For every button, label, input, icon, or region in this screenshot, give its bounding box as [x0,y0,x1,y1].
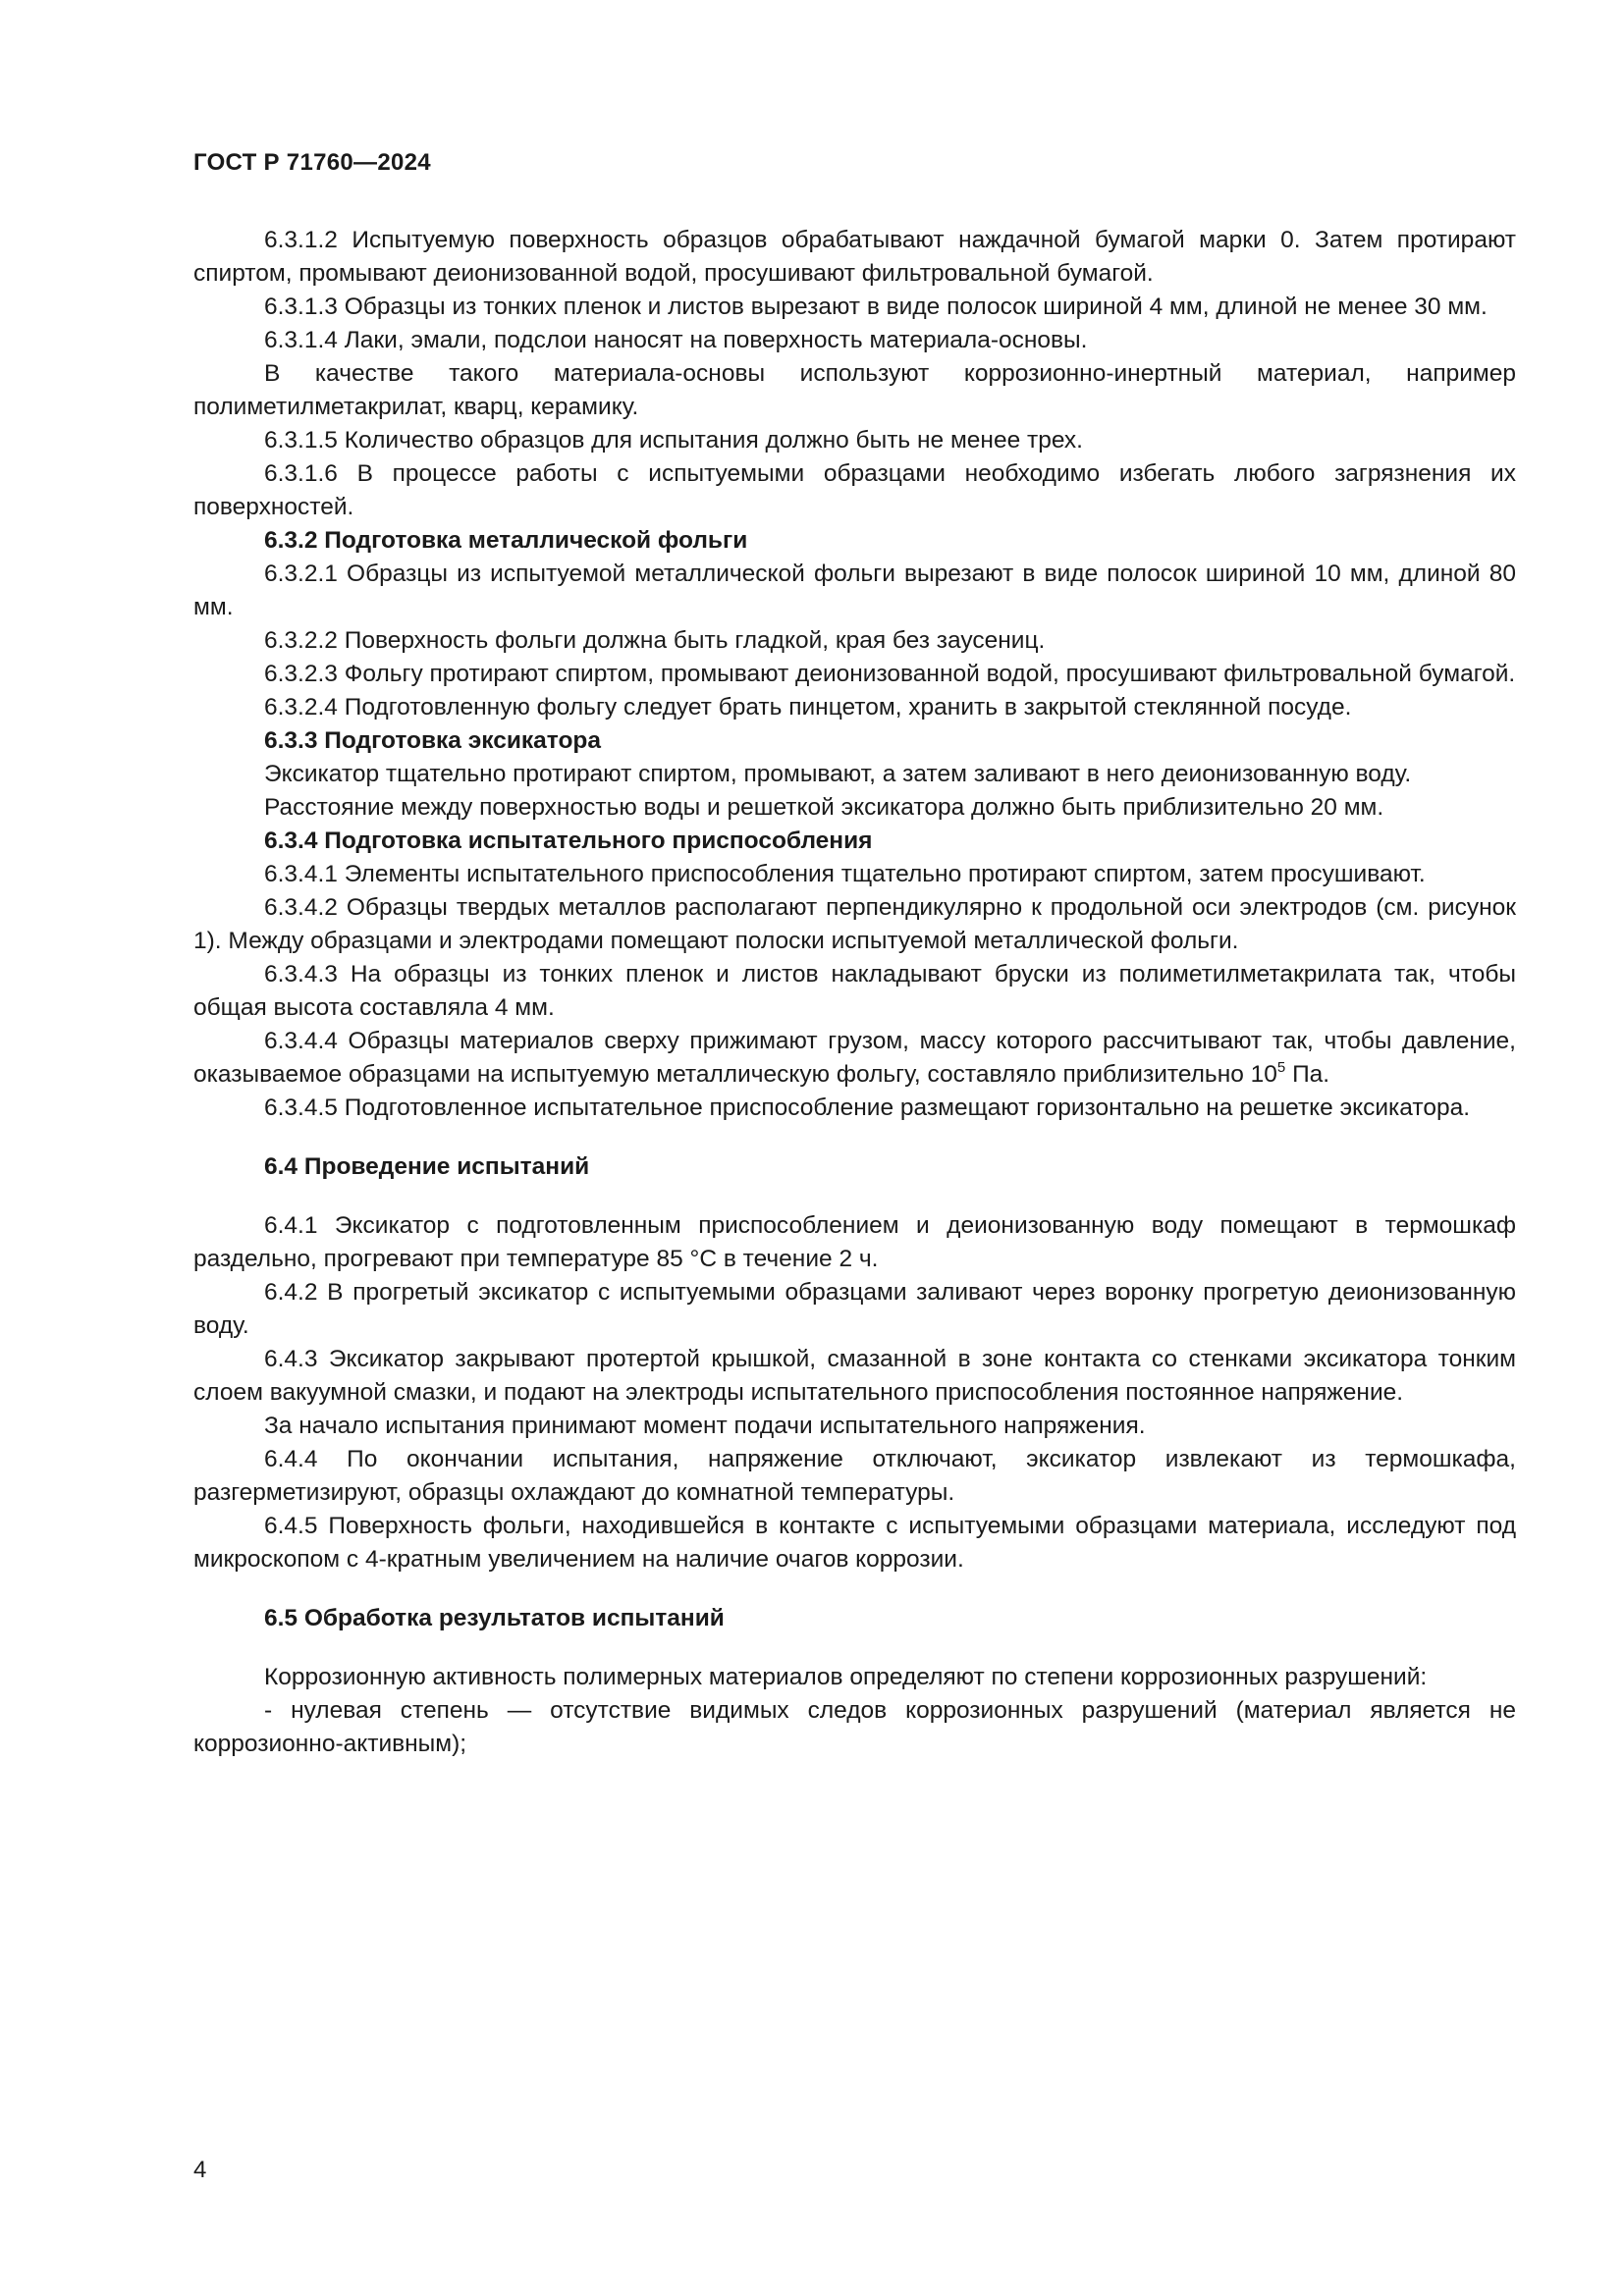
paragraph: 6.3.2.1 Образцы из испытуемой металлической фольги вырезают в виде полосок шириной 10 мм, длиной 80 мм. [193,561,1516,620]
paragraph: В качестве такого материала-основы используют коррозионно-инертный материал, например полиметилметакрилат, кварц, керамику. [193,360,1516,420]
section-heading: 6.3.2 Подготовка металлической фольги [264,527,748,554]
paragraph: 6.4.3 Эксикатор закрывают протертой крышкой, смазанной в зоне контакта со стенками эксикатора тонким слоем вакуумной смазки, и подают на электроды испытательного приспособления постоянное напряжение. [193,1346,1516,1406]
section-heading: 6.5 Обработка результатов испытаний [264,1605,725,1631]
paragraph: 6.3.4.2 Образцы твердых металлов располагают перпендикулярно к продольной оси электродов (см. рисунок 1). Между образцами и электродами помещают полоски испытуемой металлической фольги. [193,894,1516,954]
paragraph: 6.3.1.5 Количество образцов для испытания должно быть не менее трех. [264,427,1083,454]
paragraph: Эксикатор тщательно протирают спиртом, промывают, а затем заливают в него деионизованную воду. [264,761,1412,787]
paragraph: Расстояние между поверхностью воды и решеткой эксикатора должно быть приблизительно 20 мм. [264,794,1384,821]
paragraph: 6.3.4.1 Элементы испытательного приспособления тщательно протирают спиртом, затем просушивают. [264,861,1426,887]
paragraph: 6.3.1.6 В процессе работы с испытуемыми образцами необходимо избегать любого загрязнения их поверхностей. [193,460,1516,520]
paragraph: 6.3.4.4 Образцы материалов сверху прижимают грузом, массу которого рассчитывают так, чтобы давление, оказываемое образцами на испытуемую металлическую фольгу, составляло приблизительно $10^5$ Па. [193,1028,1516,1088]
paragraph: 6.3.1.3 Образцы из тонких пленок и листов вырезают в виде полосок шириной 4 мм, длиной не менее 30 мм. [264,294,1488,320]
document-body [193,224,1516,1761]
paragraph: 6.4.4 По окончании испытания, напряжение отключают, эксикатор извлекают из термошкафа, разгерметизируют, образцы охлаждают до комнатной температуры. [193,1446,1516,1506]
section-heading: 6.3.4 Подготовка испытательного приспособления [264,828,873,854]
document-id-header: ГОСТ Р 71760—2024 [193,149,431,176]
paragraph: 6.4.2 В прогретый эксикатор с испытуемыми образцами заливают через воронку прогретую деионизованную воду. [193,1279,1516,1339]
paragraph: 6.4.5 Поверхность фольги, находившейся в контакте с испытуемыми образцами материала, исследуют под микроскопом с 4-кратным увеличением на наличие очагов коррозии. [193,1513,1516,1573]
paragraph: 6.4.1 Эксикатор с подготовленным приспособлением и деионизованную воду помещают в термошкаф раздельно, прогревают при температуре 85 °С в течение 2 ч. [193,1212,1516,1272]
paragraph: 6.3.1.2 Испытуемую поверхность образцов обрабатывают наждачной бумагой марки 0. Затем протирают спиртом, промывают деионизованной водой, просушивают фильтровальной бумагой. [193,227,1516,287]
section-heading: 6.4 Проведение испытаний [264,1153,590,1180]
superscript-exponent: 5 [1276,1059,1286,1076]
paragraph: За начало испытания принимают момент подачи испытательного напряжения. [264,1413,1146,1439]
paragraph: 6.3.4.5 Подготовленное испытательное приспособление размещают горизонтально на решетке эксикатора. [264,1095,1471,1121]
paragraph: 6.3.2.3 Фольгу протирают спиртом, промывают деионизованной водой, просушивают фильтровальной бумагой. [264,661,1516,687]
paragraph: 6.3.2.4 Подготовленную фольгу следует брать пинцетом, хранить в закрытой стеклянной посуде. [264,694,1352,721]
paragraph: 6.3.4.3 На образцы из тонких пленок и листов накладывают бруски из полиметилметакрилата так, чтобы общая высота составляла 4 мм. [193,961,1516,1021]
section-heading: 6.3.3 Подготовка эксикатора [264,727,602,754]
paragraph: - нулевая степень — отсутствие видимых следов коррозионных разрушений (материал является не коррозионно-активным); [193,1697,1516,1757]
paragraph: 6.3.1.4 Лаки, эмали, подслои наносят на поверхность материала-основы. [264,327,1088,353]
page-number: 4 [193,2157,207,2183]
paragraph: 6.3.2.2 Поверхность фольги должна быть гладкой, края без заусениц. [264,627,1046,654]
paragraph: Коррозионную активность полимерных материалов определяют по степени коррозионных разрушений: [264,1664,1428,1690]
